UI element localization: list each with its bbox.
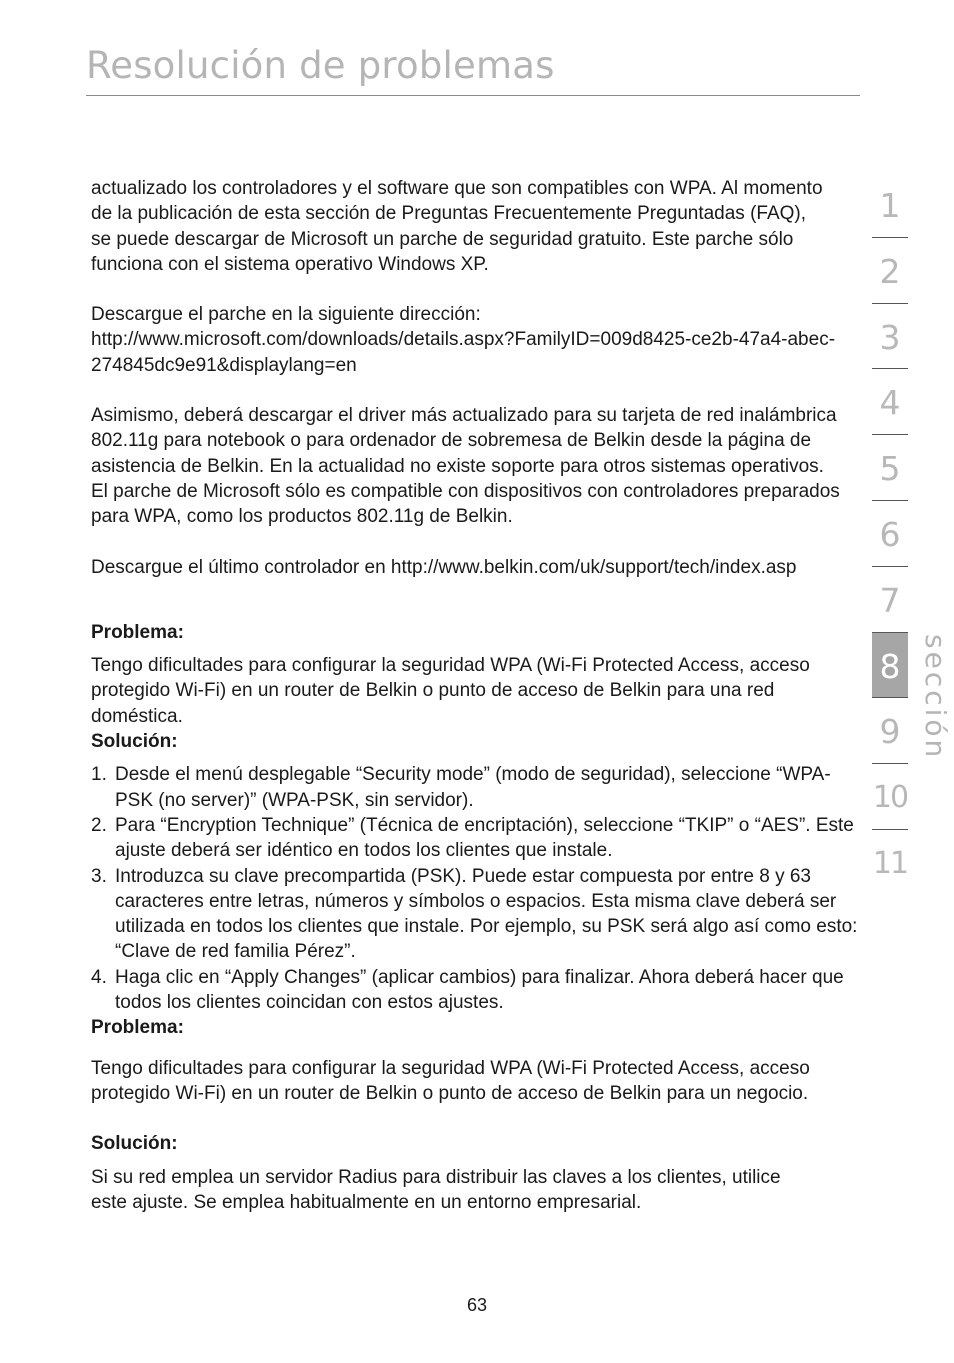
problem-text: Tengo dificultades para configurar la seguridad WPA (Wi-Fi Protected Access, acceso protegido Wi-Fi) en un router de Belkin o punto de acceso de Belkin para una red doméstica. bbox=[91, 655, 810, 727]
problem-heading-2: Problema: bbox=[91, 1017, 184, 1039]
list-item: 4. Haga clic en “Apply Changes” (aplicar cambios) para finalizar. Ahora deberá hacer que todos los clientes coincidan con estos ajustes. bbox=[91, 966, 844, 1014]
page-title: Resolución de problemas bbox=[86, 44, 555, 87]
download-label: Descargue el parche en la siguiente dirección: bbox=[91, 304, 481, 326]
driver-paragraph: Asimismo, deberá descargar el driver más actualizado para su tarjeta de red inalámbrica 802.11g para notebook o para ordenador de sobremesa de Belkin desde la página de asistencia de Belkin. En la actualidad no existe soporte para otros sistemas operativos. El parche de Microsoft sólo es compatible con dispositivos con controladores preparados para WPA, como los productos 802.11g de Belkin. bbox=[91, 405, 840, 528]
problem-text-2: Tengo dificultades para configurar la seguridad WPA (Wi-Fi Protected Access, acceso protegido Wi-Fi) en un router de Belkin o punto de acceso de Belkin para un negocio. bbox=[91, 1057, 810, 1104]
section-label: sección bbox=[919, 634, 952, 761]
section-tabs bbox=[872, 172, 908, 896]
section-tab-8-active[interactable]: 8 bbox=[872, 633, 908, 699]
section-tab-9[interactable]: 9 bbox=[872, 698, 908, 764]
section-tab-11[interactable]: 11 bbox=[872, 845, 908, 881]
section-tab-7[interactable]: 7 bbox=[872, 567, 908, 633]
section-tab-2[interactable]: 2 bbox=[872, 238, 908, 304]
page-number: 63 bbox=[466, 1295, 488, 1315]
main-content bbox=[91, 176, 866, 1215]
section-tab-5[interactable]: 5 bbox=[872, 435, 908, 501]
title-divider bbox=[86, 95, 860, 96]
solution-text-2: Si su red emplea un servidor Radius para distribuir las claves a los clientes, utilice este ajuste. Se emplea habitualmente en un entorno empresarial. bbox=[91, 1166, 781, 1213]
list-item: 1. Desde el menú desplegable “Security mode” (modo de seguridad), seleccione “WPA-PSK (no server)” (WPA-PSK, sin servidor). bbox=[91, 764, 831, 811]
solution-heading: Solución: bbox=[91, 731, 178, 753]
download-url[interactable]: http://www.microsoft.com/downloads/details.aspx?FamilyID=009d8425-ce2b-47a4-abec-274845dc9e91&displaylang=en bbox=[91, 329, 836, 376]
solution-heading-2: Solución: bbox=[91, 1133, 178, 1155]
list-item: 2. Para “Encryption Technique” (Técnica de encriptación), seleccione “TKIP” o “AES”. Este ajuste deberá ser idéntico en todos los clientes que instale. bbox=[91, 814, 854, 862]
intro-paragraph: actualizado los controladores y el software que son compatibles con WPA. Al momento de la publicación de esta sección de Preguntas Frecuentemente Preguntadas (FAQ), se puede descargar de Microsoft un parche de seguridad gratuito. Este parche sólo funciona con el sistema operativo Windows XP. bbox=[91, 178, 823, 275]
section-tab-3[interactable]: 3 bbox=[872, 304, 908, 370]
driver-download: Descargue el último controlador en http://www.belkin.com/uk/support/tech/index.asp bbox=[91, 556, 797, 578]
solution-steps bbox=[91, 762, 866, 1015]
list-item: 3. Introduzca su clave precompartida (PSK). Puede estar compuesta por entre 8 y 63 caracteres entre letras, números y símbolos o espacios. Esta misma clave deberá ser utilizada en todos los clientes que instale. Por ejemplo, su PSK será algo así como esto: “Clave de red familia Pérez”. bbox=[91, 865, 858, 963]
problem-heading: Problema: bbox=[91, 621, 184, 643]
section-tab-4[interactable]: 4 bbox=[872, 369, 908, 435]
section-tab-10[interactable]: 10 bbox=[872, 764, 908, 830]
section-tab-6[interactable]: 6 bbox=[872, 501, 908, 567]
section-tab-1[interactable]: 1 bbox=[872, 172, 908, 238]
